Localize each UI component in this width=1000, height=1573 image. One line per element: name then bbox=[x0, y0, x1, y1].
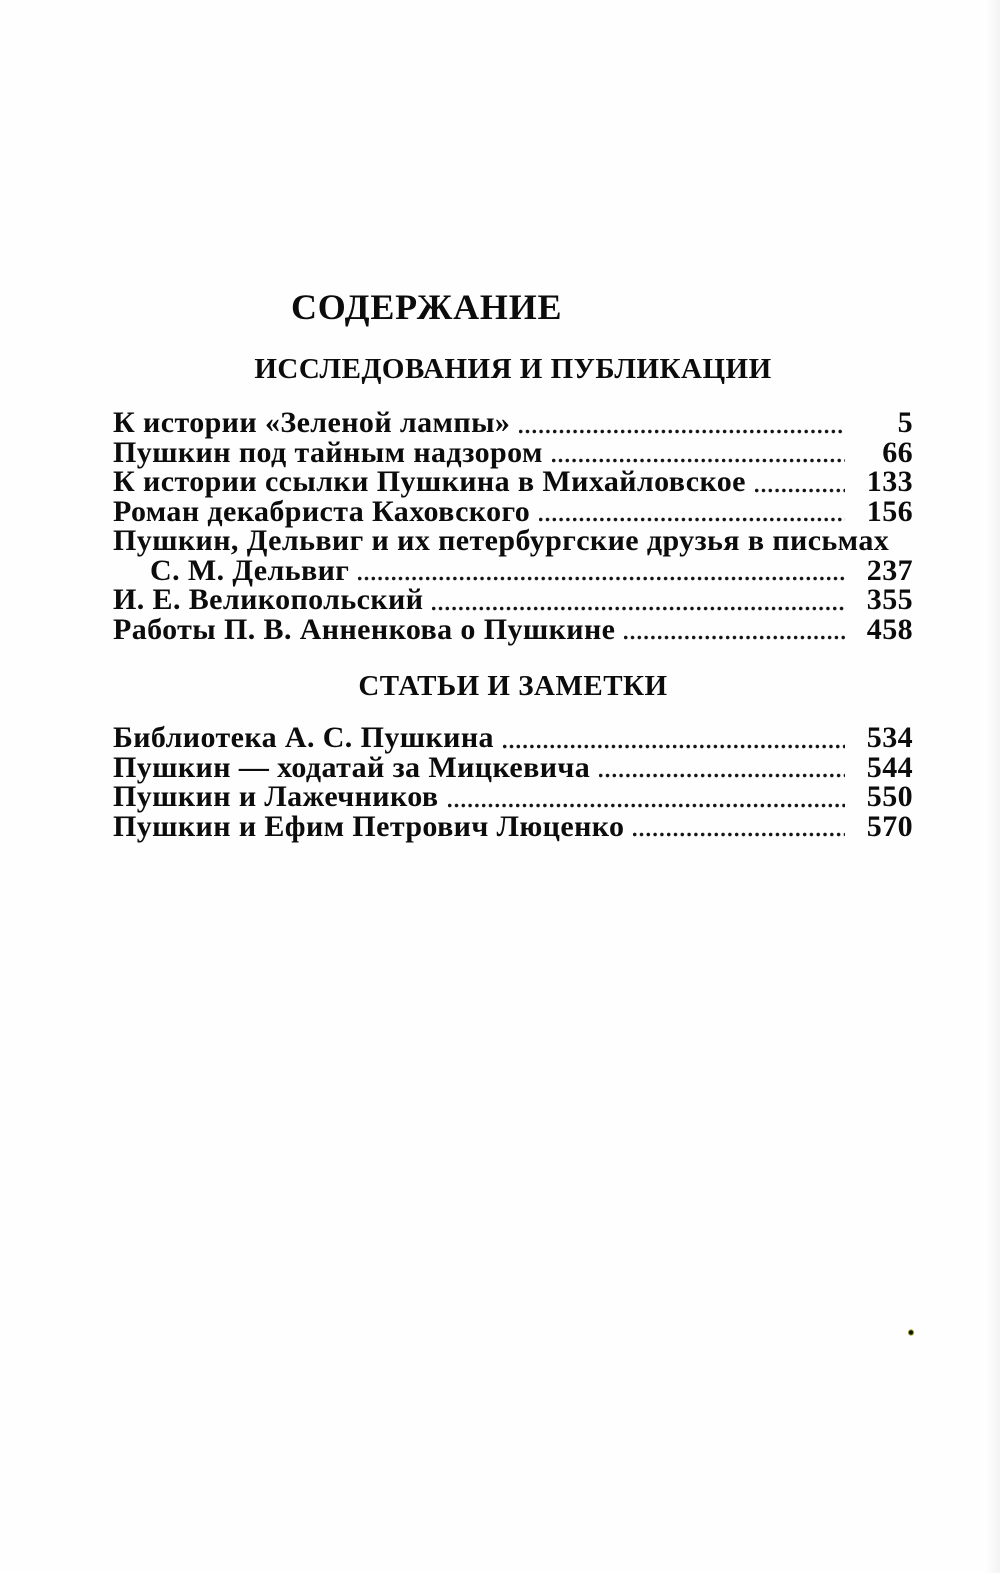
entry-title: К истории ссылки Пушкина в Михайловское bbox=[113, 465, 746, 498]
entry-page-number: 355 bbox=[866, 583, 913, 616]
entry-title: Пушкин под тайным надзором bbox=[113, 435, 543, 469]
dot-leader bbox=[448, 802, 845, 809]
toc-entry-list-research bbox=[113, 408, 913, 644]
toc-entry-line2 bbox=[113, 553, 913, 587]
scan-speck-artifact bbox=[908, 1329, 914, 1336]
toc-entry-list-articles bbox=[113, 723, 913, 841]
toc-entry bbox=[113, 612, 913, 646]
section-heading-research: ИССЛЕДОВАНИЯ И ПУБЛИКАЦИИ bbox=[254, 353, 772, 385]
entry-title: Работы П. В. Анненкова о Пушкине bbox=[113, 612, 616, 646]
toc-entry bbox=[113, 809, 913, 843]
dot-leader bbox=[624, 634, 845, 641]
toc-entry bbox=[113, 723, 913, 753]
entry-page-number: 534 bbox=[866, 721, 913, 754]
entry-page-number: 133 bbox=[866, 465, 913, 498]
entry-title: Пушкин, Дельвиг и их петербургские друзья в письмах bbox=[113, 524, 890, 557]
entry-title-continuation: С. М. Дельвиг bbox=[150, 553, 350, 587]
entry-page-number: 66 bbox=[882, 435, 913, 469]
entry-page-number: 156 bbox=[866, 494, 913, 528]
dot-leader bbox=[539, 516, 845, 523]
toc-entry bbox=[113, 750, 913, 784]
toc-entry-line1 bbox=[113, 526, 913, 556]
entry-page-number: 570 bbox=[866, 809, 913, 843]
dot-leader bbox=[358, 575, 845, 582]
entry-title: К истории «Зеленой лампы» bbox=[113, 406, 511, 439]
toc-entry bbox=[113, 435, 913, 469]
toc-entry bbox=[113, 494, 913, 528]
toc-entry bbox=[113, 408, 913, 438]
entry-page-number: 550 bbox=[866, 780, 913, 813]
toc-entry bbox=[113, 782, 913, 812]
section-heading-articles: СТАТЬИ И ЗАМЕТКИ bbox=[358, 670, 668, 702]
dot-leader bbox=[519, 428, 845, 435]
entry-page-number: 458 bbox=[866, 612, 913, 646]
page-title: СОДЕРЖАНИЕ bbox=[291, 287, 563, 327]
entry-page-number: 5 bbox=[897, 406, 913, 439]
entry-title: Библиотека А. С. Пушкина bbox=[113, 721, 494, 754]
toc-entry bbox=[113, 467, 913, 497]
entry-title: Пушкин — ходатай за Мицкевича bbox=[113, 750, 591, 784]
dot-leader bbox=[552, 457, 845, 464]
dot-leader bbox=[599, 772, 845, 779]
entry-title: Роман декабриста Каховского bbox=[113, 494, 531, 528]
dot-leader bbox=[755, 487, 845, 494]
entry-page-number: 237 bbox=[866, 553, 913, 587]
dot-leader bbox=[432, 605, 845, 612]
entry-title: Пушкин и Лажечников bbox=[113, 780, 439, 813]
entry-title: И. Е. Великопольский bbox=[113, 583, 424, 616]
entry-page-number: 544 bbox=[866, 750, 913, 784]
dot-leader bbox=[503, 743, 845, 750]
page-edge-shadow bbox=[986, 0, 1000, 1573]
dot-leader bbox=[633, 831, 845, 838]
entry-title: Пушкин и Ефим Петрович Люценко bbox=[113, 809, 625, 843]
toc-entry bbox=[113, 585, 913, 615]
